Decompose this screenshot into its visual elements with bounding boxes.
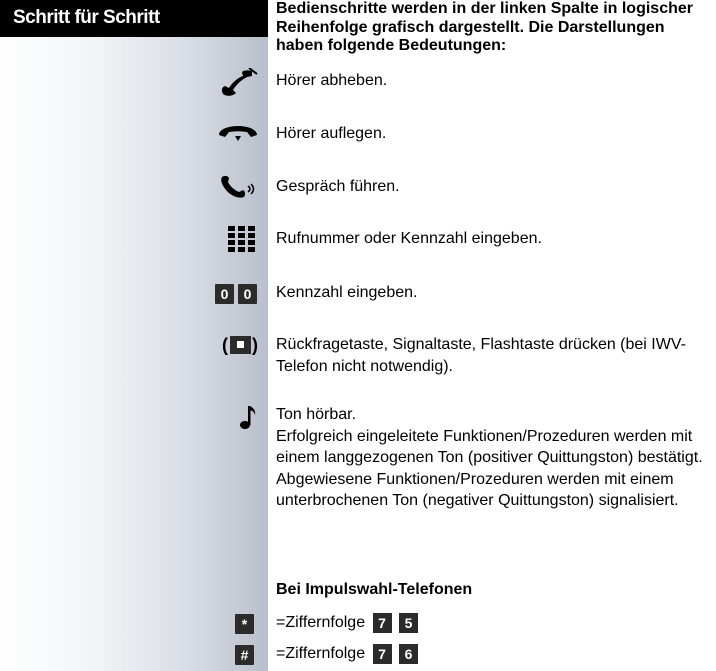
pulse-prefix: =Ziffernfolge	[276, 645, 366, 662]
svg-text:(: (	[222, 335, 228, 355]
row-text-hangup: Hörer auflegen.	[276, 125, 387, 142]
music-note-icon	[240, 404, 258, 430]
tone-line-3: Abgewiesene Funktionen/Prozeduren werden mit einem unterbrochenen Ton (negativer Quittungston) signalisiert.	[276, 470, 679, 509]
handset-lift-icon	[219, 68, 259, 98]
tone-line-2: Erfolgreich eingeleitete Funktionen/Prozeduren werden mit einem langgezogenen Ton (positiver Quittungston) bestätigt.	[276, 427, 703, 466]
digit-key: 7	[373, 613, 392, 633]
row-text-talk: Gespräch führen.	[276, 178, 400, 195]
svg-text:): )	[252, 335, 258, 355]
handset-talk-icon	[219, 174, 259, 200]
sidebar-title: Schritt für Schritt	[13, 7, 160, 28]
pulse-prefix: =Ziffernfolge	[276, 614, 366, 631]
sidebar-header	[0, 0, 268, 37]
tone-line-1: Ton hörbar.	[276, 406, 357, 423]
pulse-row-hash	[276, 643, 418, 665]
keypad-icon	[228, 226, 258, 254]
handset-hangup-icon	[217, 123, 259, 143]
digit-key: 6	[399, 644, 418, 664]
row-text-code: Kennzahl eingeben.	[276, 284, 418, 301]
digit-key: 5	[399, 613, 418, 633]
pulse-heading: Bei Impulswahl-Telefonen	[276, 581, 473, 598]
digit-key: 7	[373, 644, 392, 664]
star-key: *	[235, 614, 254, 634]
recall-key-icon	[222, 333, 260, 357]
pulse-row-star	[276, 612, 418, 634]
row-text-tone	[276, 404, 714, 512]
code-key-1: 0	[238, 284, 257, 304]
code-key-0: 0	[215, 284, 234, 304]
hash-key: #	[235, 645, 254, 665]
row-text-lift: Hörer abheben.	[276, 72, 388, 89]
intro-text: Bedienschritte werden in der linken Spalte in logischer Reihenfolge grafisch dargestellt. Die Darstellungen haben folgende Bedeutungen:	[276, 0, 693, 54]
row-text-recall: Rückfragetaste, Signaltaste, Flashtaste drücken (bei IWV-Telefon nicht notwendig).	[276, 336, 686, 375]
row-text-keypad: Rufnummer oder Kennzahl eingeben.	[276, 230, 542, 247]
